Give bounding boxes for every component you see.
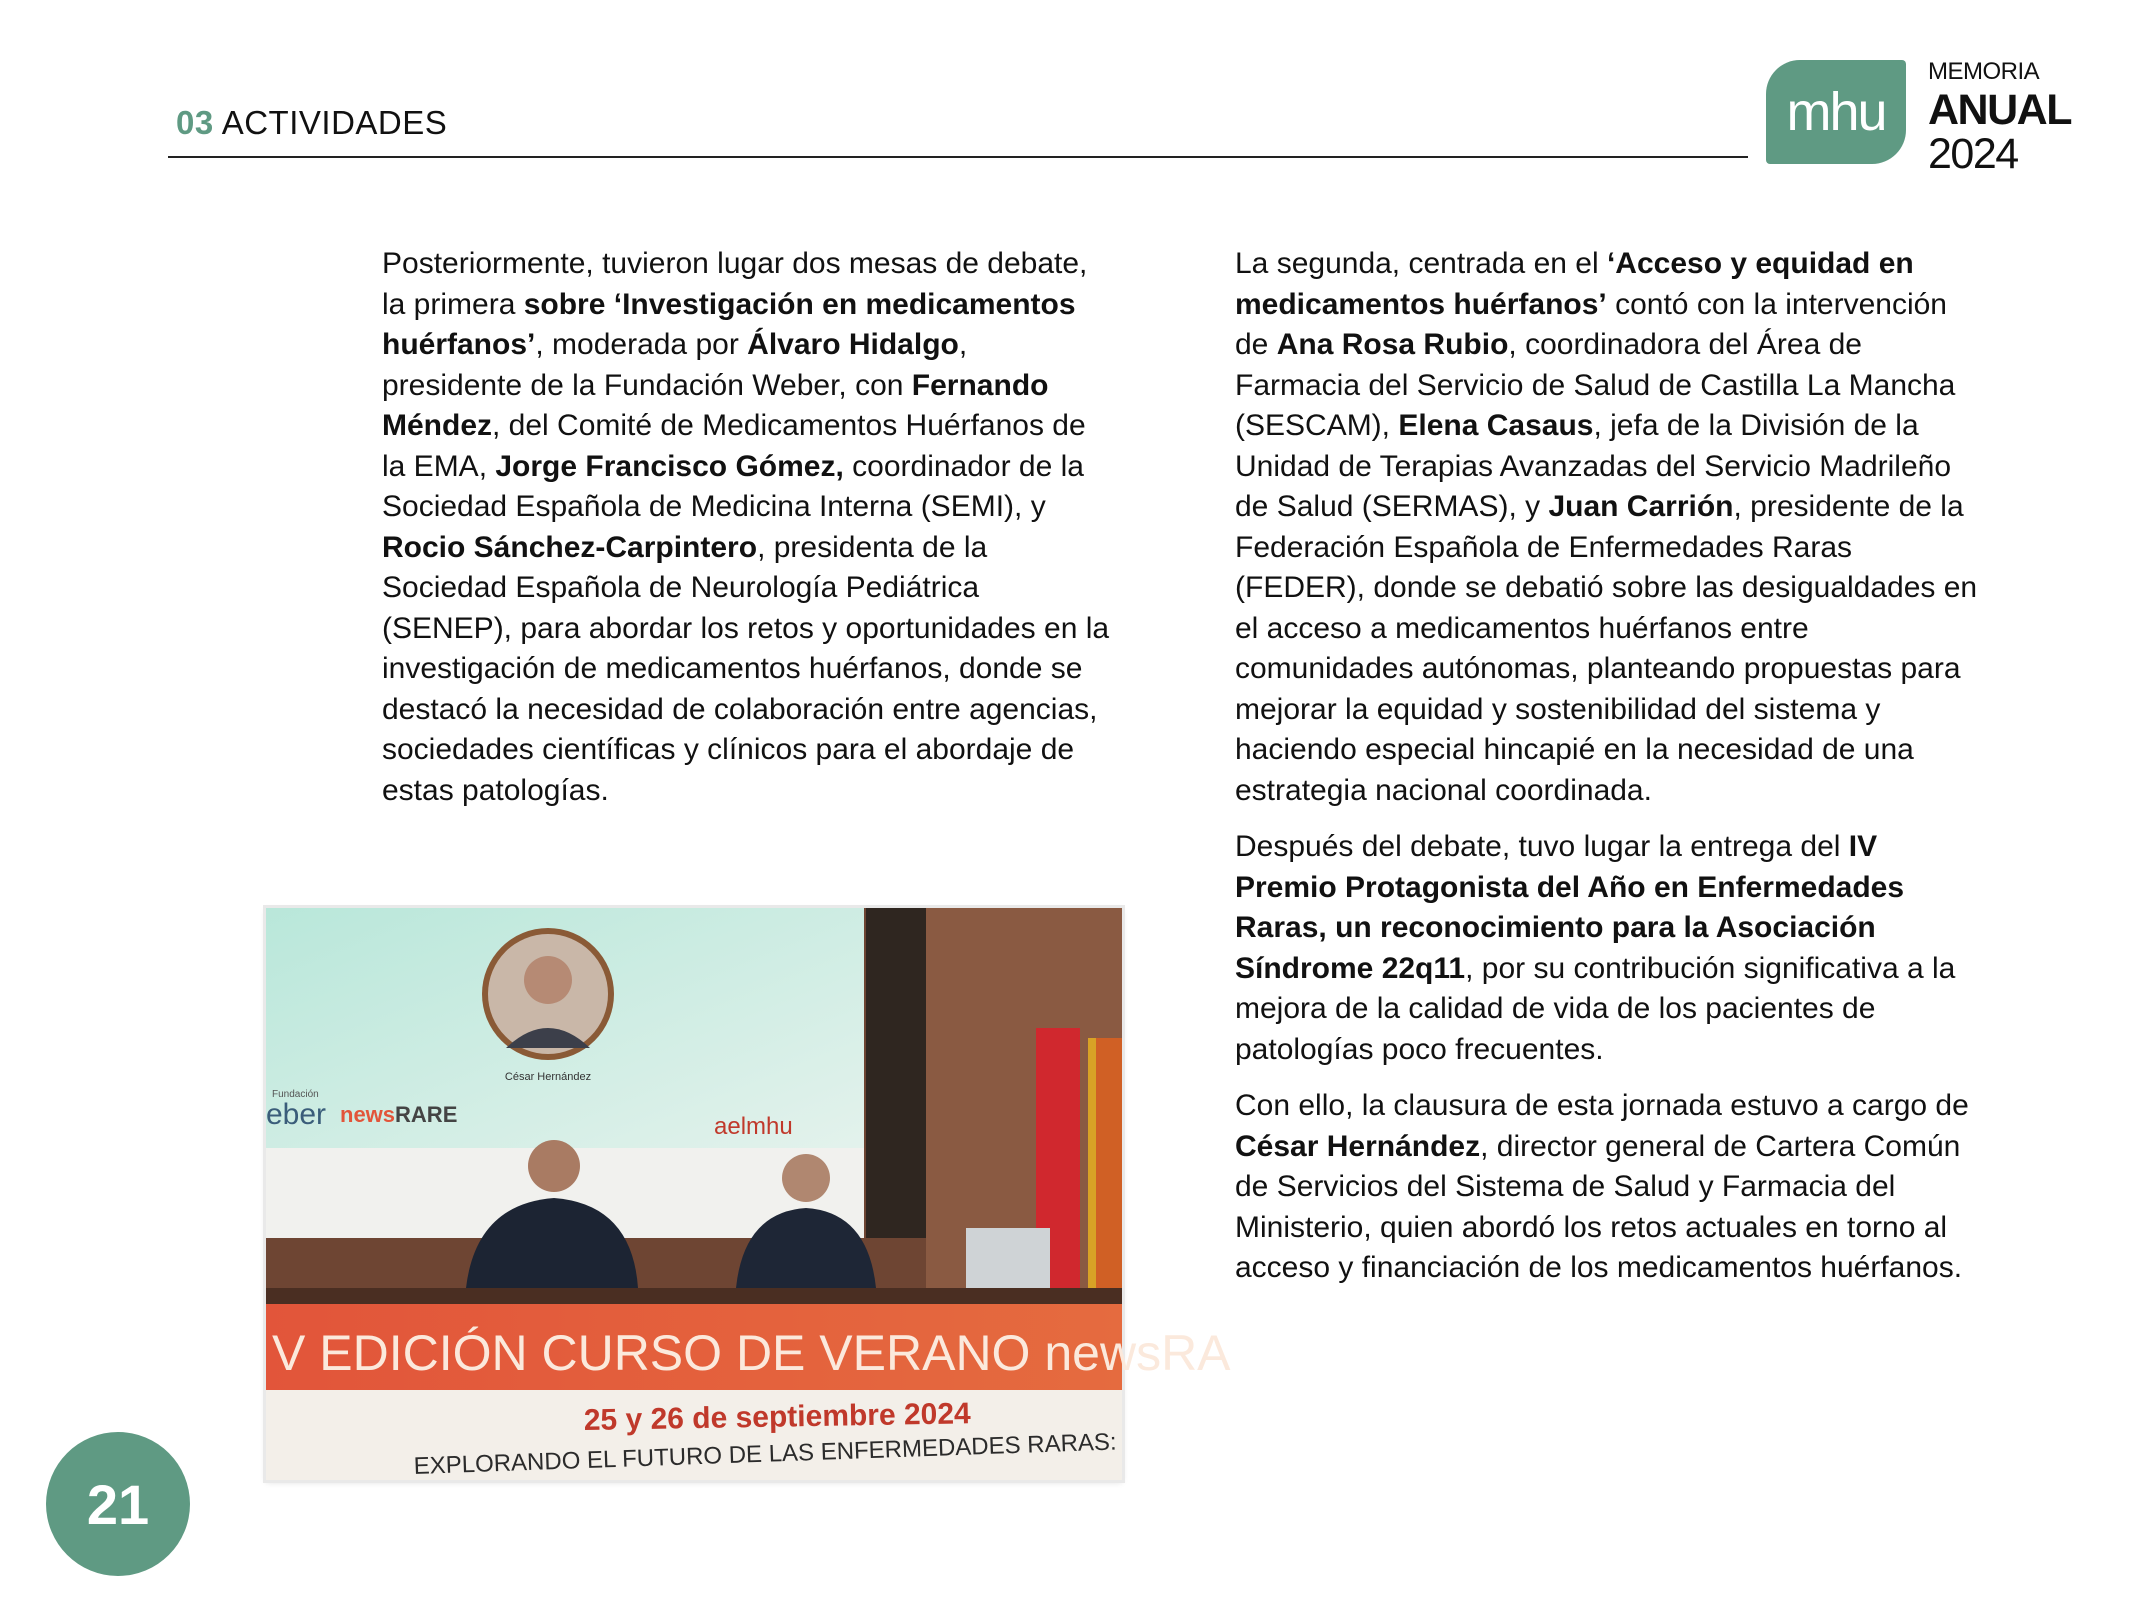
- report-title-line1: MEMORIA: [1928, 58, 2040, 85]
- body-text: , director general de Cartera Común de Servicios del Sistema de Salud y Farmacia del Ministerio, quien abordó los retos actuales en torno al acceso y financiación de los medicamentos huérfanos.: [1235, 1129, 1963, 1284]
- body-text: , presidente de la Fundación Weber, con: [382, 328, 968, 402]
- portrait-head: [524, 956, 572, 1004]
- portrait-caption: César Hernández: [504, 1071, 592, 1083]
- body-text: contó con la intervención de: [1235, 287, 1947, 361]
- presenter2-head: [782, 1154, 830, 1202]
- body-text: , por su contribución significativa a la mejora de la calidad de vida de los pacientes de patologías poco frecuentes.: [1235, 951, 1956, 1066]
- highlighted-text: César Hernández: [1235, 1129, 1481, 1163]
- right-paragraph: [1235, 827, 1985, 1070]
- report-title: [1928, 60, 2071, 176]
- page-number: 21: [86, 1472, 150, 1536]
- banner-subtitle: EXPLORANDO EL FUTURO DE LAS ENFERMEDADES RARAS:: [413, 1428, 1118, 1480]
- report-year: 2024: [1928, 130, 2018, 178]
- section-name: ACTIVIDADES: [221, 104, 448, 141]
- highlighted-text: Fernando Méndez: [382, 368, 1049, 442]
- banner-title: V EDICIÓN CURSO DE VERANO newsRA: [272, 1325, 1231, 1381]
- body-text: Con ello, la clausura de esta jornada estuvo a cargo de: [1235, 1089, 1969, 1122]
- laptop: [966, 1228, 1050, 1288]
- right-paragraph: [1235, 244, 1985, 811]
- body-text: , presidenta de la Sociedad Española de Neurología Pediátrica (SENEP), para abordar los retos y oportunidades en la investigación de medicamentos huérfanos, donde se destacó la necesidad de colaboración entre agencias, sociedades científicas y clínicos para el abordaje de estas patologías.: [382, 530, 1110, 807]
- highlighted-text: Ana Rosa Rubio: [1276, 328, 1509, 361]
- body-text: , presidente de la Federación Española de Enfermedades Raras (FEDER), donde se debatió sobre las desigualdades en el acceso a medicamentos huérfanos entre comunidades autónomas, planteando propuestas para mejorar la equidad y sostenibilidad del sistema y haciendo especial hincapié en la necesidad de una estrategia nacional coordinada.: [1235, 490, 1978, 807]
- body-text: , del Comité de Medicamentos Huérfanos de la EMA,: [382, 409, 1086, 483]
- highlighted-text: ‘Acceso y equidad en medicamentos huérfanos’: [1235, 247, 1914, 321]
- body-text: Después del debate, tuvo lugar la entrega del: [1235, 830, 1849, 863]
- left-paragraph: [382, 244, 1114, 811]
- report-title-line2: ANUAL: [1928, 86, 2071, 134]
- body-text: La segunda, centrada en el: [1235, 247, 1607, 280]
- event-photo: [266, 908, 1231, 1480]
- right-column: [1235, 244, 1985, 1305]
- dark-gap: [866, 908, 926, 1238]
- body-text: , coordinadora del Área de Farmacia del Servicio de Salud de Castilla La Mancha (SESCAM),: [1235, 328, 1956, 442]
- body-text: , jefa de la División de la Unidad de Terapias Avanzadas del Servicio Madrileño de Salud (SERMAS), y: [1235, 409, 1952, 523]
- highlighted-text: Álvaro Hidalgo: [747, 328, 959, 361]
- highlighted-text: Juan Carrión: [1548, 490, 1734, 523]
- logo-weber: eber: [266, 1098, 327, 1131]
- highlighted-text: sobre ‘Investigación en medicamentos huérfanos’: [382, 287, 1076, 361]
- event-photo-illustration: [266, 908, 1231, 1480]
- logo-fundacion-small: Fundación: [272, 1089, 319, 1100]
- mhu-logo-mark: [1766, 60, 1906, 164]
- logo-mark-text: mhu: [1786, 82, 1886, 142]
- mhu-logo: [1766, 60, 1906, 164]
- left-column: [382, 244, 1114, 827]
- right-paragraph: [1235, 1086, 1985, 1289]
- banner-dates: 25 y 26 de septiembre 2024: [583, 1397, 971, 1437]
- logo-news: newsRARE: [340, 1102, 458, 1127]
- body-text: , moderada por: [535, 328, 748, 361]
- section-title: [176, 104, 447, 142]
- body-text: Posteriormente, tuvieron lugar dos mesas de debate, la primera: [382, 247, 1088, 321]
- highlighted-text: Elena Casaus: [1398, 409, 1594, 442]
- presenter1-head: [528, 1140, 580, 1192]
- flag-spain-stripe: [1096, 1038, 1122, 1288]
- header-divider: [168, 156, 1748, 158]
- highlighted-text: IV Premio Protagonista del Año en Enfermedades Raras, un reconocimiento para la Asociación Síndrome 22q11: [1235, 830, 1905, 985]
- highlighted-text: Rocio Sánchez-Carpintero: [382, 530, 758, 564]
- section-number: 03: [176, 104, 214, 141]
- page-number-badge: [46, 1432, 190, 1576]
- body-text: coordinador de la Sociedad Española de Medicina Interna (SEMI), y: [382, 449, 1084, 523]
- logo-aelmhu: aelmhu: [714, 1113, 793, 1140]
- highlighted-text: Jorge Francisco Gómez,: [495, 449, 844, 483]
